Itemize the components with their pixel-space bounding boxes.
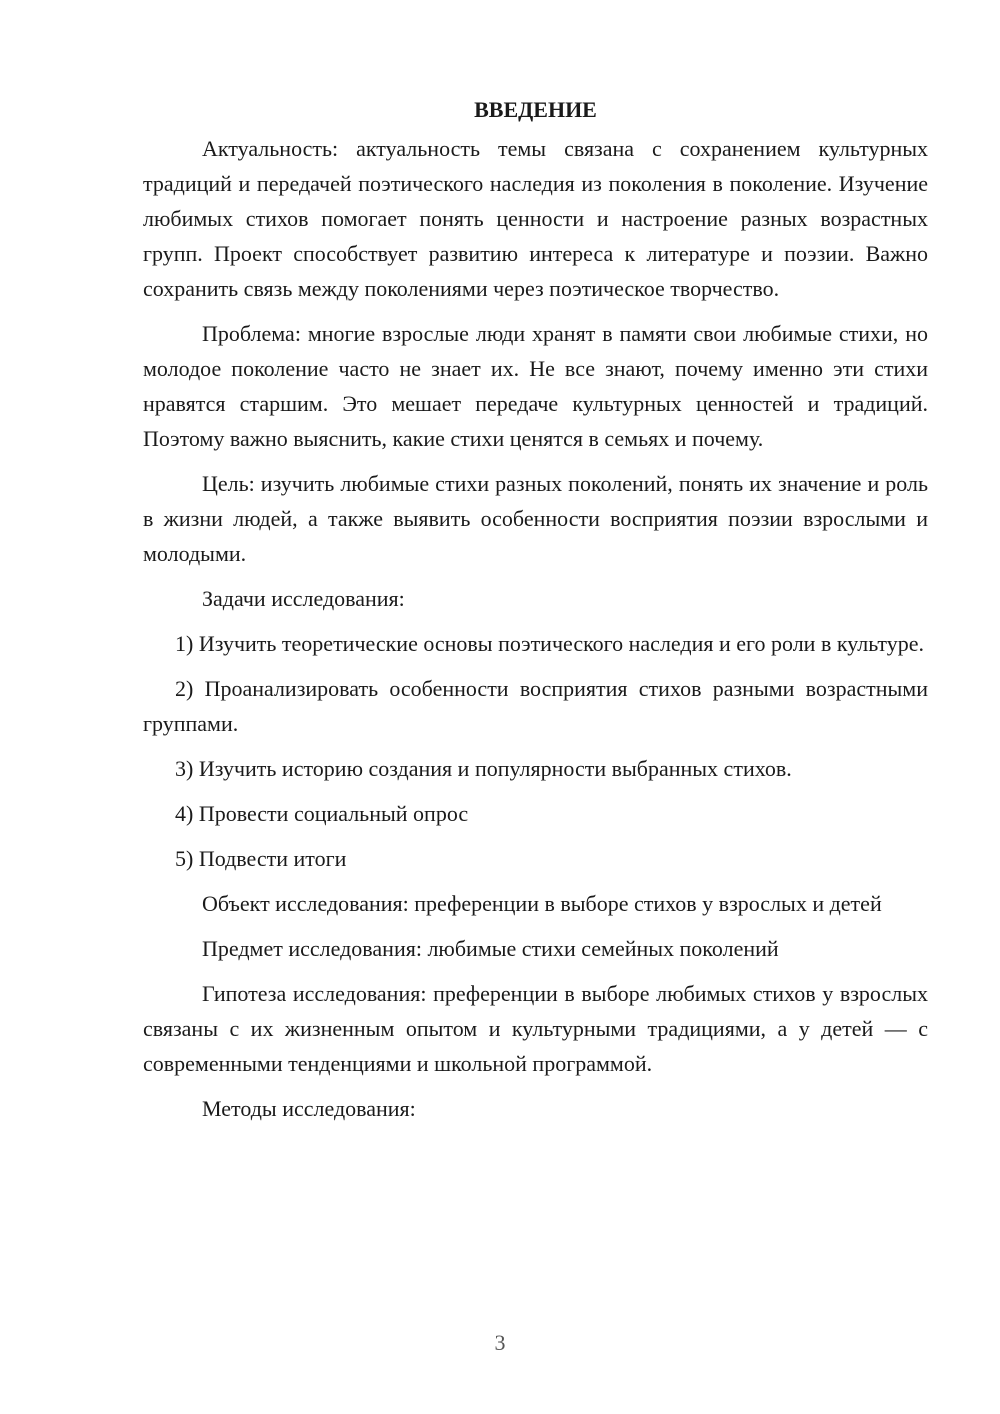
problem-paragraph: Проблема: многие взрослые люди хранят в памяти свои любимые стихи, но молодое поколение часто не знает их. Не все знают, почему именно эти стихи нравятся старшим. Это мешает передаче культурных ценностей и традиций. Поэтому важно выяснить, какие стихи ценятся в семьях и почему.: [143, 321, 928, 451]
task-item: 3) Изучить историю создания и популярности выбранных стихов.: [175, 756, 792, 781]
subject-paragraph: Предмет исследования: любимые стихи семейных поколений: [202, 936, 779, 961]
task-item: 1) Изучить теоретические основы поэтического наследия и его роли в культуре.: [175, 631, 925, 656]
goal-paragraph: Цель: изучить любимые стихи разных поколений, понять их значение и роль в жизни людей, а также выявить особенности восприятия поэзии взрослыми и молодыми.: [143, 471, 928, 566]
methods-heading: Методы исследования:: [202, 1096, 416, 1121]
task-item: 2) Проанализировать особенности восприятия стихов разными возрастными группами.: [143, 676, 928, 736]
task-item: 4) Провести социальный опрос: [175, 801, 469, 826]
page-number: 3: [494, 1330, 506, 1355]
page-title: ВВЕДЕНИЕ: [474, 97, 597, 122]
hypothesis-paragraph: Гипотеза исследования: преференции в выборе любимых стихов у взрослых связаны с их жизненным опытом и культурными традициями, а у детей — с современными тенденциями и школьной программой.: [143, 981, 928, 1076]
tasks-heading: Задачи исследования:: [202, 586, 405, 611]
relevance-paragraph: Актуальность: актуальность темы связана с сохранением культурных традиций и передачей поэтического наследия из поколения в поколение. Изучение любимых стихов помогает понять ценности и настроение разных возрастных групп. Проект способствует развитию интереса к литературе и поэзии. Важно сохранить связь между поколениями через поэтическое творчество.: [143, 136, 928, 301]
document-page: [143, 92, 928, 1136]
task-item: 5) Подвести итоги: [175, 846, 347, 871]
object-paragraph: Объект исследования: преференции в выборе стихов у взрослых и детей: [202, 891, 882, 916]
